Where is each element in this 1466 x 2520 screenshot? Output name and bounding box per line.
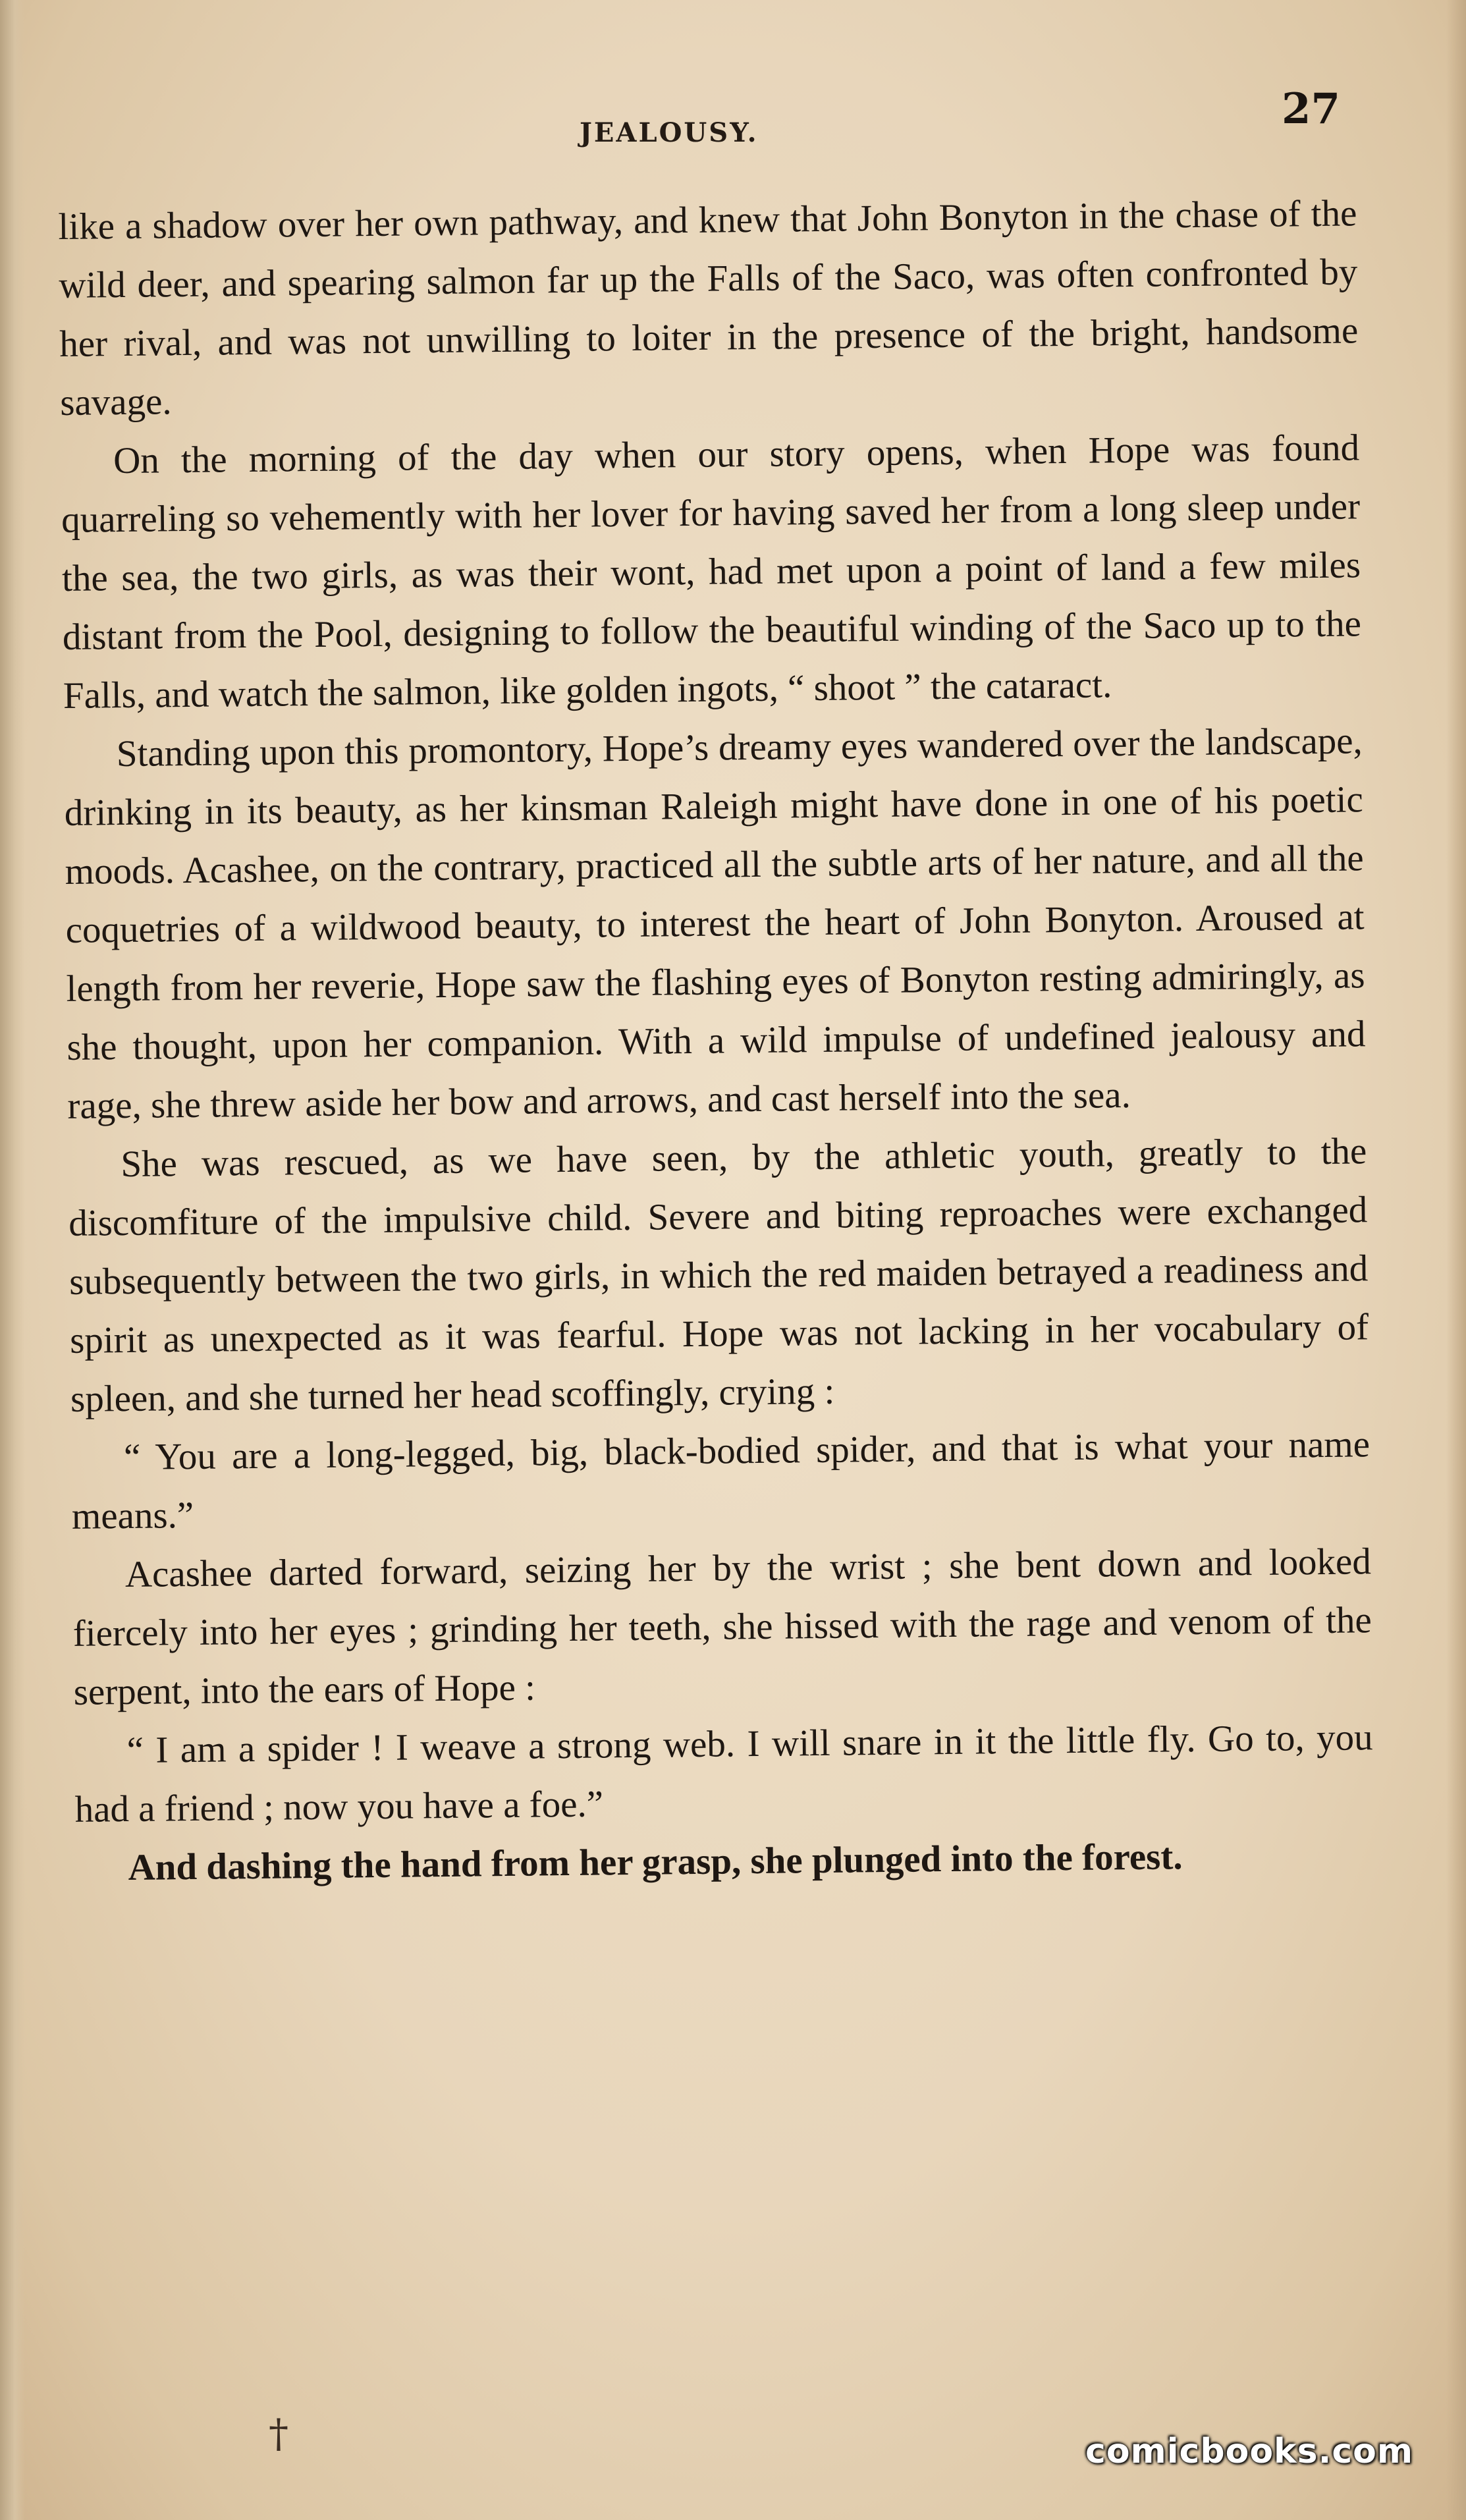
paragraph-8: And dashing the hand from her grasp, she plunged into the forest.	[128, 1836, 1183, 1889]
paragraph-1: like a shadow over her own pathway, and knew that John Bonyton in the chase of the wild deer, and spearing salmon far up the Falls of the Saco, was often confronted by her rival, and was not unwilling to loiter in the presence of the bright, handsome savage.	[58, 192, 1359, 424]
watermark: comicbooks.com	[1085, 2432, 1414, 2471]
paragraph-3: Standing upon this promontory, Hope’s dreamy eyes wandered over the landscape, drinking in its beauty, as her kinsman Raleigh might have done in one of his poetic moods. Acashee, on the contrary, practiced all the subtle arts of her nature, and all the coquetries of a wildwood beauty, to interest the heart of John Bonyton. Aroused at length from her reverie, Hope saw the flashing eyes of Bonyton resting admiringly, as she thought, upon her companion. With a wild impulse of undefined jealousy and rage, she threw aside her bow and arrows, and cast herself into the sea.	[64, 720, 1366, 1127]
page-right-edge	[1446, 0, 1466, 2520]
paragraph-7: “ I am a spider ! I weave a strong web. I will snare in it the little fly. Go to, you had a friend ; now you have a foe.”	[74, 1716, 1373, 1830]
page-number: 27	[1282, 84, 1341, 134]
page-binding-edge	[0, 0, 25, 2520]
running-head: JEALOUSY.	[580, 117, 759, 148]
paragraph-2: On the morning of the day when our story opens, when Hope was found quarreling so vehemently with her lover for having saved her from a long sleep under the sea, the two girls, as was their wont, had met upon a point of land a few miles distant from the Pool, designing to follow the beautiful winding of the Saco up to the Falls, and watch the salmon, like golden ingots, “ shoot ” the cataract.	[61, 427, 1362, 717]
body-text	[58, 184, 1374, 1898]
paragraph-4: She was rescued, as we have seen, by the athletic youth, greatly to the discomfiture of the impulsive child. Severe and biting reproaches were exchanged subsequently between the two girls, in which the red maiden betrayed a readiness and spirit as unexpected as it was fearful. Hope was not lacking in her vocabulary of spleen, and she turned her head scoffingly, crying :	[68, 1130, 1369, 1420]
paragraph-5: “ You are a long-legged, big, black-bodied spider, and that is what your name means.”	[71, 1423, 1371, 1537]
paragraph-6: Acashee darted forward, seizing her by the wrist ; she bent down and looked fiercely into her eyes ; grinding her teeth, she hissed with the rage and venom of the serpent, into the ears of Hope :	[72, 1541, 1372, 1713]
stray-print-mark: †	[269, 2411, 288, 2457]
